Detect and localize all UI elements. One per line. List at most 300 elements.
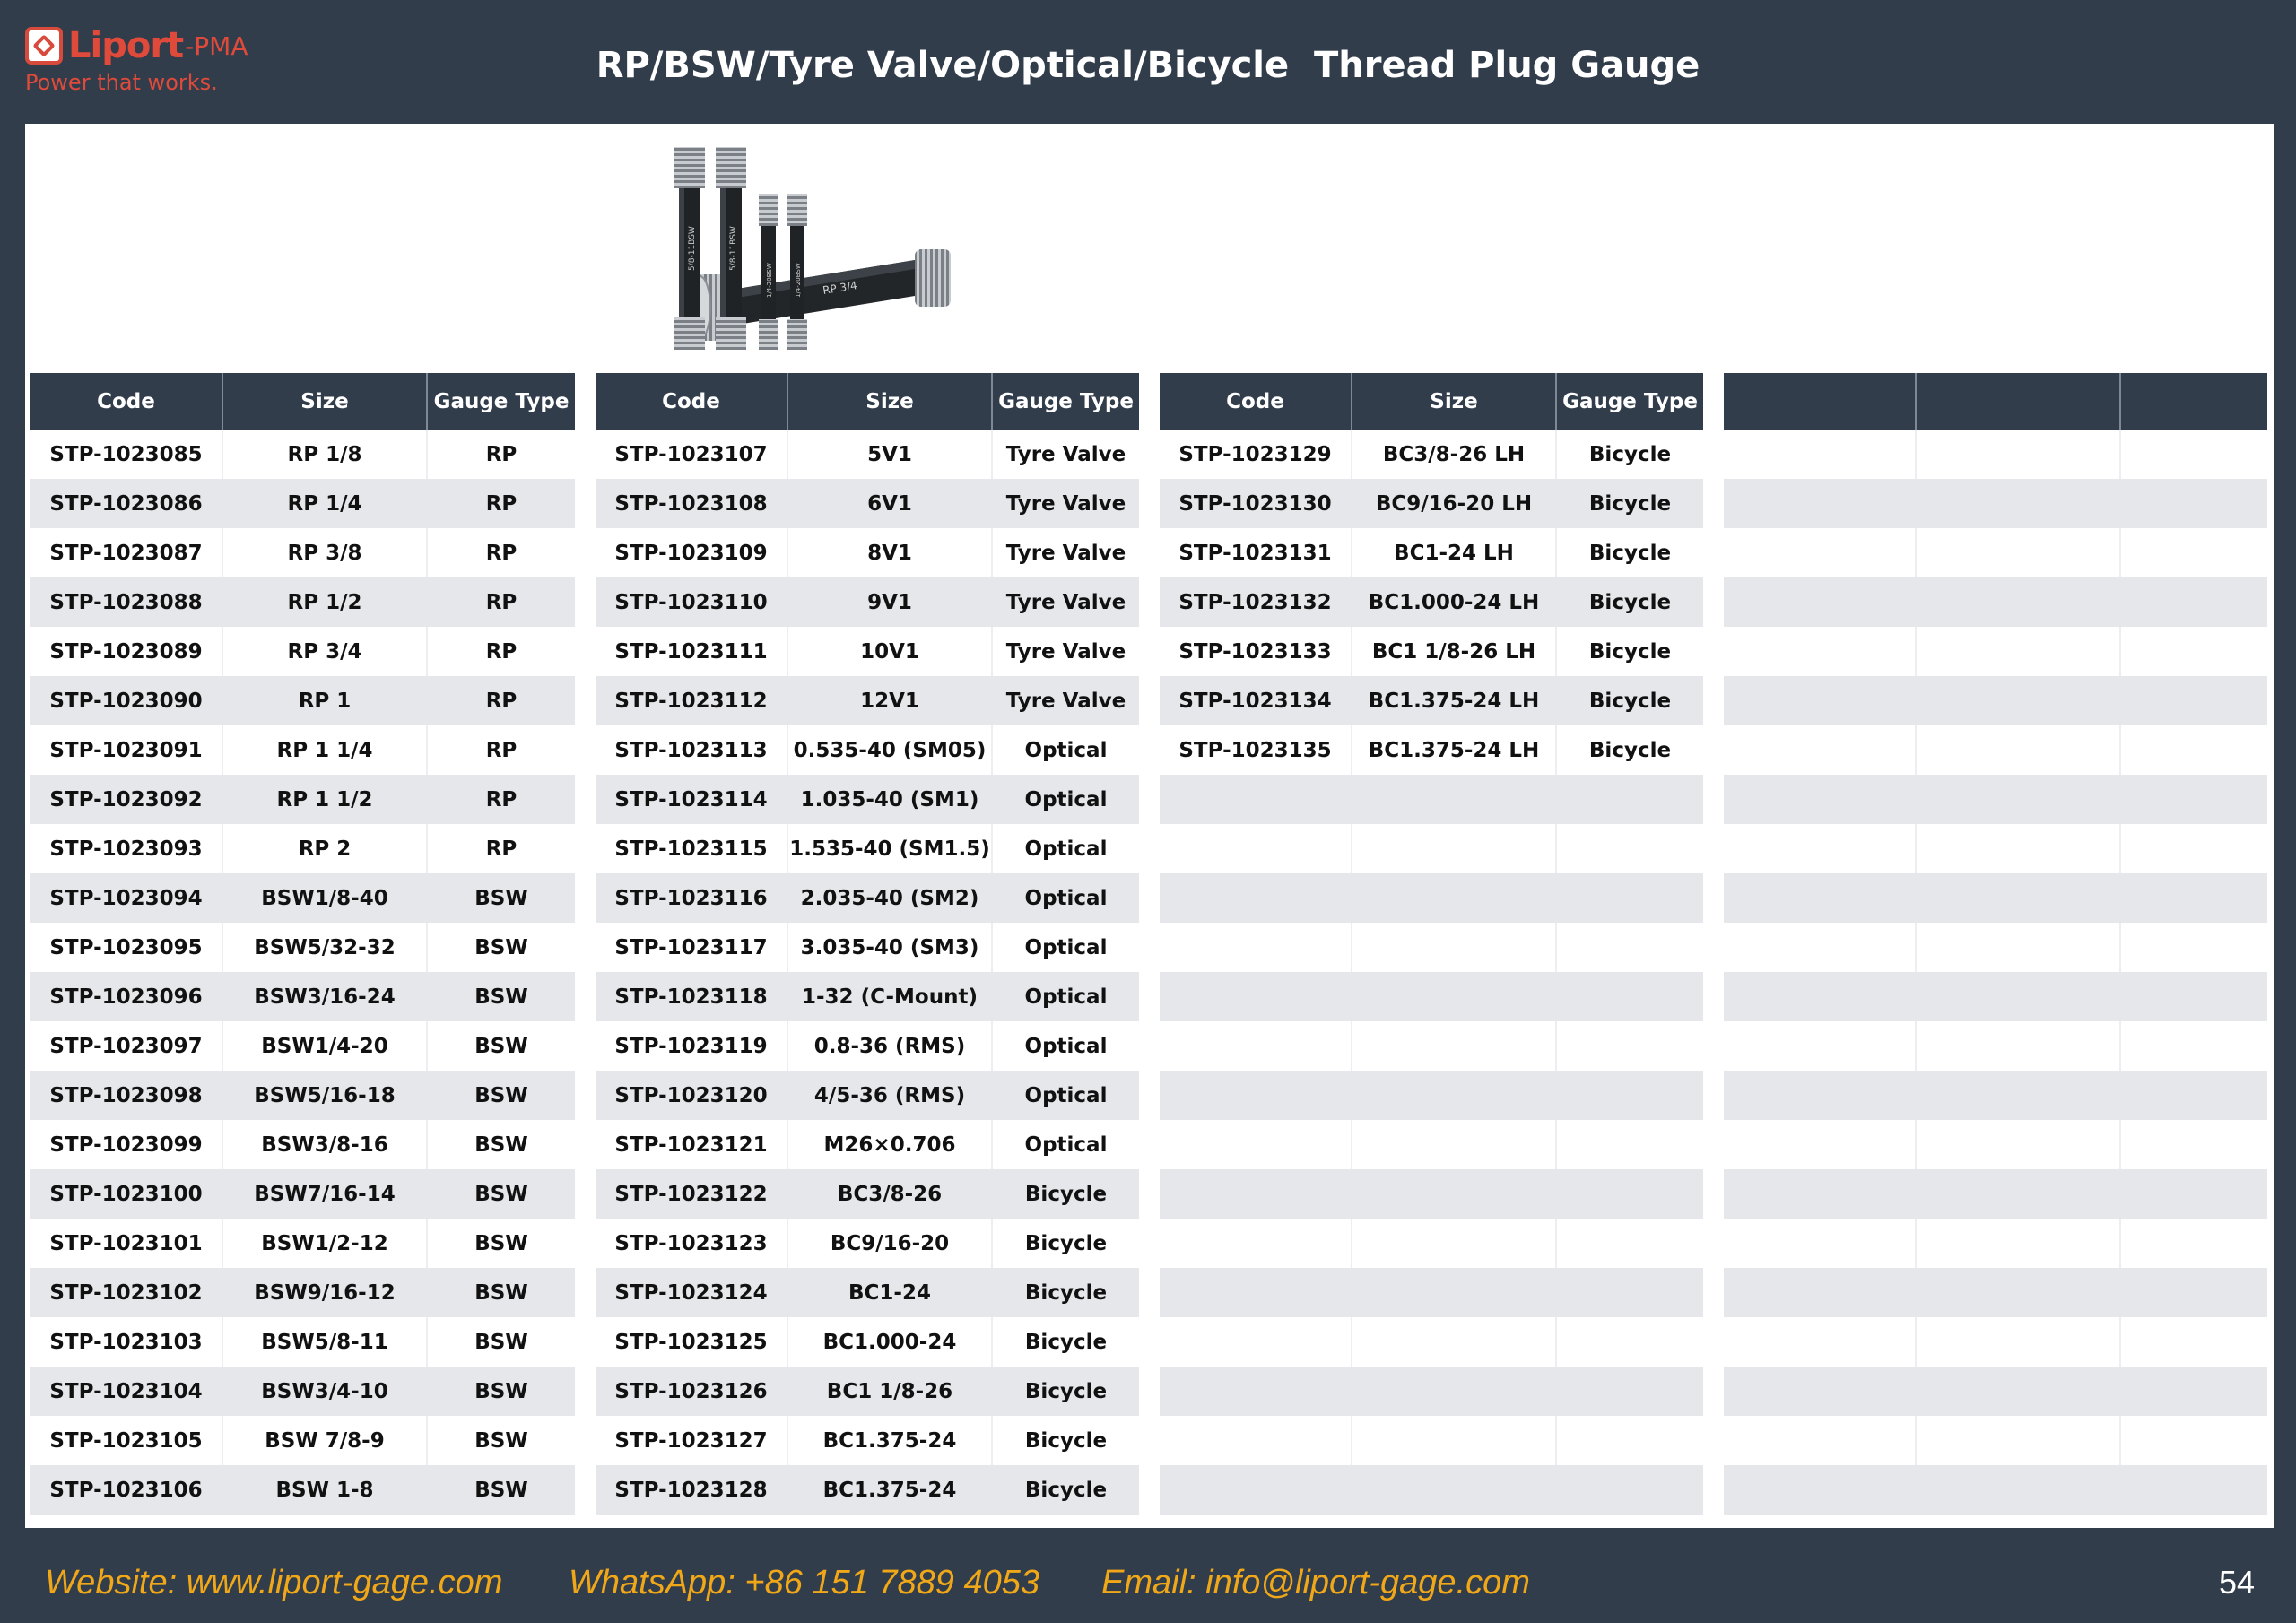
- cell-gauge-type: RP: [427, 528, 575, 577]
- page-number: 54: [2218, 1564, 2255, 1601]
- cell-gauge-type: Tyre Valve: [992, 479, 1139, 528]
- table-row: [30, 528, 575, 577]
- table-header-row: [1160, 373, 1703, 430]
- table-header-row: [1724, 373, 2267, 430]
- cell-gauge-type: BSW: [427, 1219, 575, 1268]
- table-row: [596, 528, 1139, 577]
- cell-size: [1352, 1120, 1556, 1169]
- table-row: [596, 577, 1139, 627]
- cell-size: RP 3/8: [222, 528, 427, 577]
- cell-gauge-type: RP: [427, 430, 575, 479]
- table-row: [1724, 479, 2267, 528]
- table-row: [30, 676, 575, 725]
- page-header: [0, 0, 2296, 124]
- cell-size: 4/5-36 (RMS): [787, 1071, 992, 1120]
- cell-gauge-type: [1556, 1367, 1703, 1416]
- cell-gauge-type: BSW: [427, 1416, 575, 1465]
- cell-gauge-type: Bicycle: [992, 1268, 1139, 1317]
- cell-size: [1916, 430, 2120, 479]
- cell-code: STP-1023118: [596, 972, 787, 1021]
- cell-code: [1724, 873, 1916, 923]
- cell-code: [1160, 1120, 1352, 1169]
- cell-code: [1160, 1268, 1352, 1317]
- cell-gauge-type: BSW: [427, 1071, 575, 1120]
- tall-gauge-label-2: 5/8-11BSW: [729, 226, 738, 271]
- cell-size: BC1.000-24: [787, 1317, 992, 1367]
- cell-gauge-type: [2120, 1416, 2267, 1465]
- table-row: [1160, 824, 1703, 873]
- product-photo: [653, 145, 1263, 352]
- table-row: [30, 1071, 575, 1120]
- cell-size: BC3/8-26: [787, 1169, 992, 1219]
- table-row: [596, 1317, 1139, 1367]
- page-title: RP/BSW/Tyre Valve/Optical/Bicycle Thread Plug Gauge: [596, 45, 1700, 86]
- cell-code: [1724, 1317, 1916, 1367]
- cell-gauge-type: [1556, 824, 1703, 873]
- cell-gauge-type: [1556, 923, 1703, 972]
- cell-code: STP-1023091: [49, 738, 203, 762]
- cell-size: [1352, 1071, 1556, 1120]
- cell-size: BSW9/16-12: [222, 1268, 427, 1317]
- cell-code: STP-1023133: [1178, 639, 1332, 664]
- cell-gauge-type: Optical: [992, 775, 1139, 824]
- cell-size: [1916, 1071, 2120, 1120]
- table-row: [1724, 775, 2267, 824]
- large-gauge-label: RP 3/4: [822, 279, 858, 297]
- cell-size: 6V1: [787, 479, 992, 528]
- table-row: [1160, 430, 1703, 479]
- cell-size: BSW3/16-24: [222, 972, 427, 1021]
- table-row: [30, 1268, 575, 1317]
- cell-size: 12V1: [787, 676, 992, 725]
- cell-code: STP-1023100: [30, 1169, 222, 1219]
- table-row: [30, 1465, 575, 1515]
- cell-size: [1352, 923, 1556, 972]
- cell-size: RP 1/8: [222, 430, 427, 479]
- cell-size: RP 1/2: [222, 577, 427, 627]
- cell-gauge-type: RP: [427, 775, 575, 824]
- table-row: [30, 1416, 575, 1465]
- cell-gauge-type: Tyre Valve: [992, 676, 1139, 725]
- column-header-size: Size: [787, 373, 992, 430]
- table-row: [1724, 1021, 2267, 1071]
- cell-code: STP-1023087: [49, 541, 203, 565]
- cell-size: [1352, 1416, 1556, 1465]
- table-row: [1724, 972, 2267, 1021]
- website-link[interactable]: Website: www.liport-gage.com: [45, 1564, 503, 1601]
- cell-code: STP-1023099: [49, 1133, 203, 1157]
- cell-size: BC9/16-20: [787, 1219, 992, 1268]
- cell-size: BSW5/16-18: [222, 1071, 427, 1120]
- cell-gauge-type: [2120, 1169, 2267, 1219]
- logo-tagline: Power that works.: [25, 70, 218, 95]
- table-row: [1160, 479, 1703, 528]
- table-row: [1160, 775, 1703, 824]
- table-row: [1160, 873, 1703, 923]
- cell-gauge-type: Optical: [992, 923, 1139, 972]
- cell-size: [1916, 1268, 2120, 1317]
- cell-gauge-type: Optical: [992, 1021, 1139, 1071]
- cell-code: STP-1023109: [614, 541, 768, 565]
- cell-gauge-type: [1556, 1071, 1703, 1120]
- cell-code: STP-1023128: [596, 1465, 787, 1515]
- cell-code: [1724, 1465, 1916, 1515]
- cell-code: STP-1023125: [614, 1330, 768, 1354]
- cell-gauge-type: Bicycle: [992, 1317, 1139, 1367]
- table-row: [1724, 1317, 2267, 1367]
- cell-size: [1352, 824, 1556, 873]
- table-row: [596, 479, 1139, 528]
- gauge-table-empty: [1724, 373, 2267, 1515]
- cell-gauge-type: [2120, 1317, 2267, 1367]
- cell-size: 8V1: [787, 528, 992, 577]
- cell-code: [1724, 1367, 1916, 1416]
- cell-code: [1724, 627, 1916, 676]
- cell-gauge-type: [2120, 1268, 2267, 1317]
- cell-size: [1916, 725, 2120, 775]
- cell-code: [1724, 1071, 1916, 1120]
- column-header-code: Code: [596, 373, 787, 430]
- cell-size: BSW 1-8: [222, 1465, 427, 1515]
- cell-size: [1916, 627, 2120, 676]
- cell-gauge-type: [1556, 1416, 1703, 1465]
- cell-gauge-type: [1556, 775, 1703, 824]
- table-row: [1724, 1367, 2267, 1416]
- cell-code: STP-1023130: [1160, 479, 1352, 528]
- cell-gauge-type: [1556, 1465, 1703, 1515]
- table-row: [1160, 577, 1703, 627]
- cell-code: [1724, 725, 1916, 775]
- cell-code: [1160, 1367, 1352, 1416]
- cell-gauge-type: BSW: [427, 1367, 575, 1416]
- cell-gauge-type: BSW: [427, 1120, 575, 1169]
- table-row: [1160, 1169, 1703, 1219]
- cell-gauge-type: [2120, 627, 2267, 676]
- table-row: [30, 775, 575, 824]
- cell-size: [1916, 1021, 2120, 1071]
- cell-code: [1160, 972, 1352, 1021]
- cell-code: [1724, 1120, 1916, 1169]
- cell-gauge-type: Bicycle: [1556, 627, 1703, 676]
- cell-code: STP-1023127: [614, 1428, 768, 1453]
- small-gauge-label-1: 1/4-20BSW: [766, 263, 773, 298]
- table-row: [1724, 676, 2267, 725]
- gauge-table-bicycle-lh: [1160, 373, 1703, 1515]
- cell-size: [1352, 1219, 1556, 1268]
- cell-size: RP 2: [222, 824, 427, 873]
- cell-gauge-type: [1556, 873, 1703, 923]
- table-row: [1724, 1465, 2267, 1515]
- cell-gauge-type: BSW: [427, 1021, 575, 1071]
- cell-gauge-type: Tyre Valve: [992, 430, 1139, 479]
- table-row: [1724, 528, 2267, 577]
- cell-gauge-type: BSW: [427, 873, 575, 923]
- cell-gauge-type: [2120, 824, 2267, 873]
- cell-gauge-type: [2120, 676, 2267, 725]
- table-row: [1160, 1416, 1703, 1465]
- table-row: [1724, 577, 2267, 627]
- cell-gauge-type: Bicycle: [992, 1169, 1139, 1219]
- cell-size: 1.535-40 (SM1.5): [787, 824, 992, 873]
- cell-gauge-type: RP: [427, 824, 575, 873]
- cell-gauge-type: [1556, 972, 1703, 1021]
- cell-size: BC1.375-24 LH: [1352, 676, 1556, 725]
- table-row: [30, 1120, 575, 1169]
- table-row: [1160, 972, 1703, 1021]
- tall-gauge-label-1: 5/8-11BSW: [688, 226, 697, 271]
- table-row: [596, 1219, 1139, 1268]
- cell-size: 10V1: [787, 627, 992, 676]
- table-row: [1724, 725, 2267, 775]
- whatsapp-contact[interactable]: WhatsApp: +86 151 7889 4053: [569, 1564, 1040, 1601]
- cell-size: 1-32 (C-Mount): [787, 972, 992, 1021]
- content-panel: [25, 124, 2274, 1528]
- cell-size: RP 1: [222, 676, 427, 725]
- cell-gauge-type: BSW: [427, 1317, 575, 1367]
- cell-code: [1724, 676, 1916, 725]
- table-row: [1160, 627, 1703, 676]
- table-row: [1160, 1367, 1703, 1416]
- cell-code: STP-1023095: [49, 935, 203, 959]
- cell-code: STP-1023098: [30, 1071, 222, 1120]
- column-header-gauge-type: Gauge Type: [992, 373, 1139, 430]
- table-row: [30, 479, 575, 528]
- cell-size: BSW 7/8-9: [222, 1416, 427, 1465]
- cell-size: [1916, 1416, 2120, 1465]
- gauge-table-rp-bsw: [30, 373, 575, 1515]
- cell-code: [1724, 1416, 1916, 1465]
- cell-size: M26×0.706: [787, 1120, 992, 1169]
- cell-code: STP-1023112: [596, 676, 787, 725]
- cell-code: STP-1023085: [49, 442, 203, 466]
- table-row: [596, 824, 1139, 873]
- cell-gauge-type: [1556, 1317, 1703, 1367]
- cell-code: STP-1023090: [30, 676, 222, 725]
- cell-size: [1352, 1169, 1556, 1219]
- cell-size: BC1 1/8-26: [787, 1367, 992, 1416]
- table-row: [30, 923, 575, 972]
- cell-size: [1916, 528, 2120, 577]
- cell-code: [1160, 1071, 1352, 1120]
- cell-gauge-type: [2120, 479, 2267, 528]
- brand-logo: [25, 25, 248, 95]
- cell-gauge-type: BSW: [427, 1169, 575, 1219]
- cell-gauge-type: RP: [427, 577, 575, 627]
- cell-gauge-type: RP: [427, 479, 575, 528]
- table-row: [30, 1317, 575, 1367]
- table-row: [30, 1367, 575, 1416]
- table-row: [596, 1021, 1139, 1071]
- cell-code: STP-1023114: [596, 775, 787, 824]
- cell-size: BC1.375-24: [787, 1416, 992, 1465]
- cell-gauge-type: Optical: [992, 725, 1139, 775]
- logo-name: Liport: [68, 25, 184, 66]
- cell-size: [1352, 972, 1556, 1021]
- cell-code: STP-1023094: [30, 873, 222, 923]
- cell-code: STP-1023119: [614, 1034, 768, 1058]
- table-row: [596, 1268, 1139, 1317]
- table-header-row: [596, 373, 1139, 430]
- table-row: [30, 577, 575, 627]
- cell-gauge-type: Bicycle: [1556, 725, 1703, 775]
- cell-size: [1916, 1120, 2120, 1169]
- table-row: [1724, 1169, 2267, 1219]
- cell-gauge-type: [1556, 1169, 1703, 1219]
- cell-code: STP-1023120: [596, 1071, 787, 1120]
- cell-size: [1916, 824, 2120, 873]
- cell-code: STP-1023104: [30, 1367, 222, 1416]
- table-row: [30, 430, 575, 479]
- cell-size: BC1-24 LH: [1352, 528, 1556, 577]
- cell-gauge-type: [2120, 1465, 2267, 1515]
- cell-code: [1160, 1219, 1352, 1268]
- table-row: [596, 725, 1139, 775]
- cell-size: [1916, 1367, 2120, 1416]
- cell-size: BC1.375-24 LH: [1352, 725, 1556, 775]
- cell-size: [1916, 873, 2120, 923]
- table-row: [1724, 923, 2267, 972]
- column-header-size: Size: [1352, 373, 1556, 430]
- cell-size: 5V1: [787, 430, 992, 479]
- cell-gauge-type: [2120, 528, 2267, 577]
- cell-size: BSW1/2-12: [222, 1219, 427, 1268]
- table-row: [596, 1169, 1139, 1219]
- cell-code: [1724, 577, 1916, 627]
- table-row: [1160, 1219, 1703, 1268]
- cell-code: STP-1023106: [30, 1465, 222, 1515]
- cell-size: [1352, 1268, 1556, 1317]
- cell-gauge-type: [1556, 1219, 1703, 1268]
- cell-code: STP-1023089: [49, 639, 203, 664]
- cell-gauge-type: [2120, 1120, 2267, 1169]
- cell-code: [1724, 1268, 1916, 1317]
- tall-plug-gauge-1: [674, 147, 705, 350]
- cell-gauge-type: BSW: [427, 1268, 575, 1317]
- table-row: [1160, 676, 1703, 725]
- cell-size: BC1.000-24 LH: [1352, 577, 1556, 627]
- cell-code: STP-1023131: [1178, 541, 1332, 565]
- cell-code: STP-1023086: [30, 479, 222, 528]
- table-row: [1160, 1120, 1703, 1169]
- cell-size: BC1-24: [787, 1268, 992, 1317]
- cell-gauge-type: Tyre Valve: [992, 577, 1139, 627]
- gauge-table-valve-optical-bicycle: [596, 373, 1139, 1515]
- page-footer: [0, 1528, 2296, 1623]
- cell-size: [1916, 479, 2120, 528]
- table-row: [596, 1367, 1139, 1416]
- cell-gauge-type: [2120, 1021, 2267, 1071]
- table-row: [30, 1219, 575, 1268]
- table-row: [596, 676, 1139, 725]
- table-row: [1160, 528, 1703, 577]
- column-header-code: Code: [1160, 373, 1352, 430]
- cell-size: BC1.375-24: [787, 1465, 992, 1515]
- table-row: [596, 1465, 1139, 1515]
- column-header-gauge-type: Gauge Type: [427, 373, 575, 430]
- cell-code: [1160, 1416, 1352, 1465]
- table-row: [1160, 923, 1703, 972]
- cell-size: BSW7/16-14: [222, 1169, 427, 1219]
- cell-size: BC1 1/8-26 LH: [1352, 627, 1556, 676]
- cell-size: [1916, 775, 2120, 824]
- cell-code: STP-1023110: [596, 577, 787, 627]
- table-row: [30, 725, 575, 775]
- cell-size: [1916, 1465, 2120, 1515]
- cell-size: [1352, 1021, 1556, 1071]
- cell-code: STP-1023126: [596, 1367, 787, 1416]
- cell-size: 0.535-40 (SM05): [787, 725, 992, 775]
- cell-code: STP-1023117: [614, 935, 768, 959]
- table-row: [1724, 1219, 2267, 1268]
- cell-code: STP-1023115: [614, 837, 768, 861]
- cell-code: STP-1023093: [49, 837, 203, 861]
- small-gauge-label-2: 1/4-20BSW: [795, 263, 802, 298]
- cell-size: 3.035-40 (SM3): [787, 923, 992, 972]
- table-row: [30, 824, 575, 873]
- cell-gauge-type: BSW: [427, 972, 575, 1021]
- cell-size: [1352, 1465, 1556, 1515]
- cell-code: [1160, 1021, 1352, 1071]
- table-row: [1724, 430, 2267, 479]
- cell-gauge-type: [2120, 1071, 2267, 1120]
- cell-size: [1916, 972, 2120, 1021]
- table-row: [596, 972, 1139, 1021]
- cell-code: STP-1023129: [1178, 442, 1332, 466]
- cell-size: 0.8-36 (RMS): [787, 1021, 992, 1071]
- cell-code: [1724, 923, 1916, 972]
- cell-size: BSW5/32-32: [222, 923, 427, 972]
- table-row: [1724, 627, 2267, 676]
- cell-code: STP-1023122: [596, 1169, 787, 1219]
- small-plug-gauge-1: [759, 194, 778, 350]
- cell-code: STP-1023113: [614, 738, 768, 762]
- table-row: [1160, 1317, 1703, 1367]
- table-row: [1724, 1268, 2267, 1317]
- cell-size: RP 1/4: [222, 479, 427, 528]
- table-row: [30, 1021, 575, 1071]
- cell-code: [1160, 1465, 1352, 1515]
- cell-gauge-type: Bicycle: [992, 1219, 1139, 1268]
- table-row: [596, 923, 1139, 972]
- cell-size: BSW3/8-16: [222, 1120, 427, 1169]
- email-link[interactable]: Email: info@liport-gage.com: [1101, 1564, 1530, 1601]
- cell-code: [1724, 1169, 1916, 1219]
- cell-size: [1916, 1219, 2120, 1268]
- table-row: [30, 627, 575, 676]
- cell-code: [1724, 528, 1916, 577]
- column-header-gauge-type: [2120, 373, 2267, 430]
- table-header-row: [30, 373, 575, 430]
- cell-gauge-type: Optical: [992, 873, 1139, 923]
- cell-gauge-type: Optical: [992, 824, 1139, 873]
- cell-gauge-type: Tyre Valve: [992, 627, 1139, 676]
- cell-gauge-type: Optical: [992, 1071, 1139, 1120]
- table-row: [1724, 1071, 2267, 1120]
- cell-gauge-type: [2120, 775, 2267, 824]
- cell-code: [1724, 1021, 1916, 1071]
- cell-code: STP-1023135: [1178, 738, 1332, 762]
- cell-gauge-type: [2120, 577, 2267, 627]
- cell-size: [1916, 577, 2120, 627]
- cell-gauge-type: [2120, 430, 2267, 479]
- cell-gauge-type: [2120, 725, 2267, 775]
- cell-gauge-type: Bicycle: [1556, 577, 1703, 627]
- cell-gauge-type: Bicycle: [992, 1367, 1139, 1416]
- table-row: [596, 627, 1139, 676]
- column-header-size: Size: [222, 373, 427, 430]
- cell-size: [1352, 1367, 1556, 1416]
- table-row: [1160, 1465, 1703, 1515]
